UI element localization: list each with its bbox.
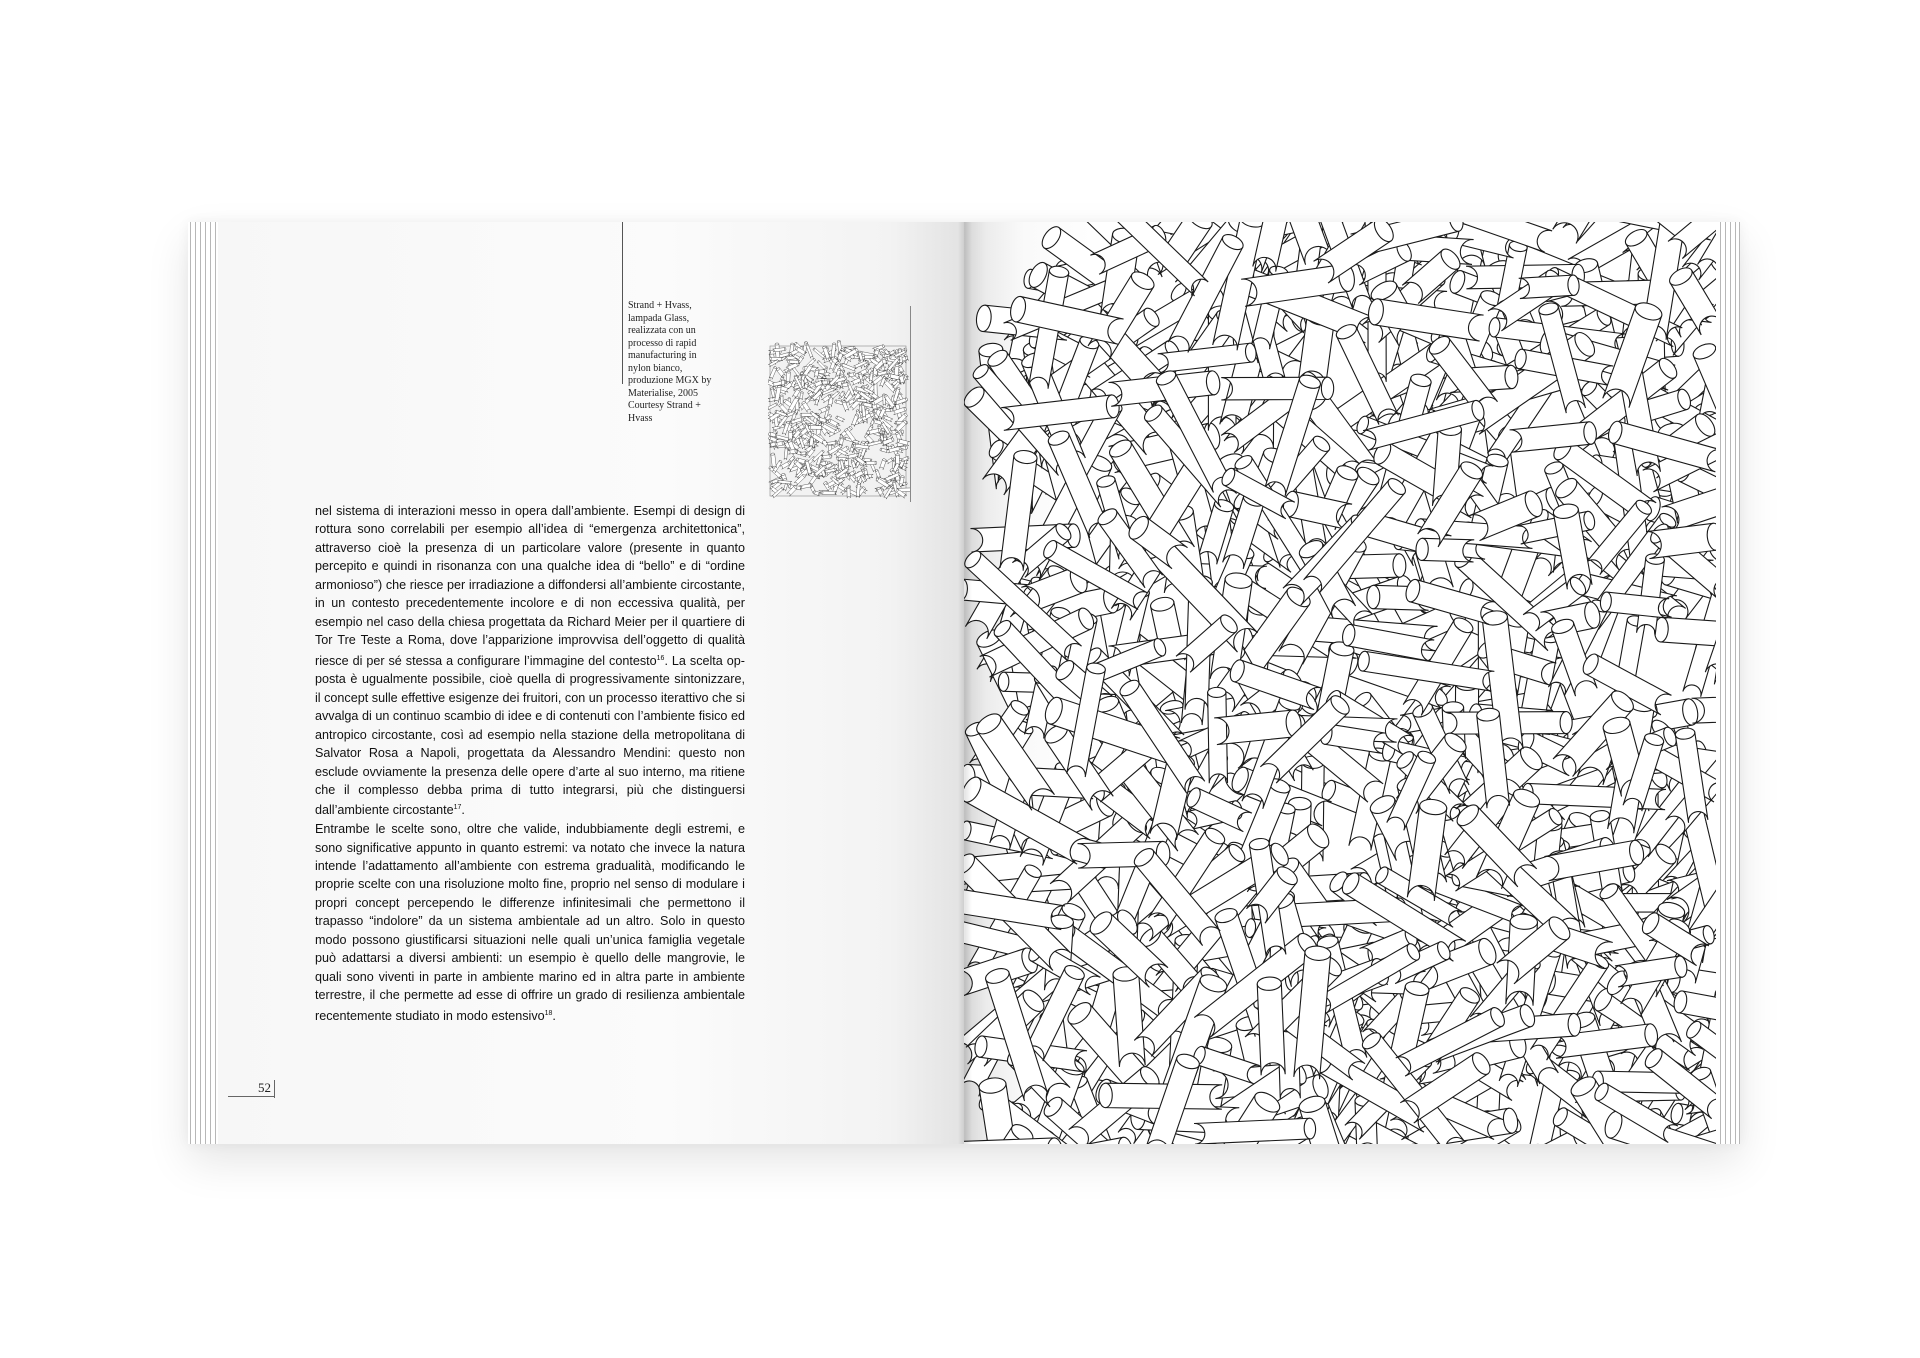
tube-lattice-illustration [964,222,1716,1144]
footnote-ref: 17 [453,804,462,812]
paragraph-text: . La scelta opposta è ugualmente possibile, cioè quella di progressivamente sintonizzare, il concept sulle effettive esigenze dei fruitori, con un processo iterattivo che si avvalga di un continuo scambio di idee e di contenuti con l’ambiente fisico ed antropico circostante, così ad esempio nella stazione della metropolitana di Salvator Rosa a Napoli, progettata da Alessandro Mendini: questo non esclude ovviamente la presenza delle opere d’arte al suo interno, ma ritiene che il complesso debba prima di tutto integrarsi, più che distinguersi dall’ambiente circostante [315,653,745,818]
page-number: 52 [258,1080,271,1095]
right-page [964,222,1716,1144]
paragraph-text: nel sistema di interazioni messo in opera dall’ambiente. Esempi di design di rottura sono correlabili per esempio all’idea di “emergenza architettonica”, attraverso cioè la presenza di un particolare valore (presente in quanto percepito e quindi in risonanza con una qualche idea di “bello” e di “ordine armonioso”) che riesce per irradiazione a diffondersi all’ambiente circostante, in un contesto precedentemente incolore e di non eccessiva qualità, per esempio nel caso della chiesa progettata da Richard Meier per il quartiere di Tor Tre Teste a Roma, dove l’apparizione improvvisa dell’oggetto di qualità riesce di per sé stessa a configurare l’immagine del contesto [315,504,745,668]
folio-tick [274,1080,275,1098]
page-edges-right [1716,222,1740,1144]
caption-line: Strand + Hvass, [628,300,692,311]
caption-line: nylon bianco, [628,362,683,374]
lamp-thumbnail [768,336,910,506]
caption-line: Hvass [628,412,653,424]
tube-mark [1654,617,1716,647]
footnote-ref: 18 [544,1009,553,1017]
page-edges-left [188,222,218,1144]
tube-mark [821,491,836,495]
paragraph [315,502,745,820]
caption-rule [622,222,623,384]
folio-rule [228,1096,274,1097]
caption-line: Materialise, 2005 [628,387,698,399]
tube-mark [1257,977,1285,1076]
caption-line: realizzata con un [628,325,696,336]
footnote-ref: 16 [656,654,665,662]
paragraph-text: Entrambe le scelte sono, oltre che valide, indubbiamente degli estremi, e sono significative appunto in quanto estremi: va notato che invece la natura intende l’adattamento all’ambiente con estrema gradualità, modificando le proprie scelte con una risoluzione molto fine, proprio nel senso di modulare i propri concept percependo le differenze infinitesimali che permettono il trapasso “indolore” da un sistema ambientale ad un altro. Solo in questo modo possono giustificarsi situazioni nelle quali un’unica famiglia vegetale può adattarsi a diversi ambienti: un esempio è quello delle mangrovie, le quali sono viventi in parte in ambiente marino ed in altra parte in ambiente terrestre, il che permette ad esse di offrire un grado di resilienza ambientale recentemente studiato in modo estensivo [315,822,745,1023]
tube-mark [808,426,823,430]
tube-mark [1208,687,1228,783]
caption-line: lampada Glass, [628,312,690,324]
paragraph [315,820,745,1025]
caption-line: Courtesy Strand + [628,400,701,411]
figure-caption [628,300,728,425]
body-text [315,502,745,1025]
tube-mark [865,461,877,464]
period: . [461,803,465,818]
period: . [552,1008,556,1023]
caption-line: produzione MGX by [628,375,712,386]
book-gutter [958,222,972,1144]
tube-mark [786,371,790,383]
tube-mark [895,454,899,466]
figure-rule [910,306,911,502]
caption-line: manufacturing in [628,350,697,361]
caption-line: processo di rapid [628,337,697,349]
tube-mark [847,487,850,498]
tube-mark [788,360,800,363]
tube-mark [1553,222,1608,243]
